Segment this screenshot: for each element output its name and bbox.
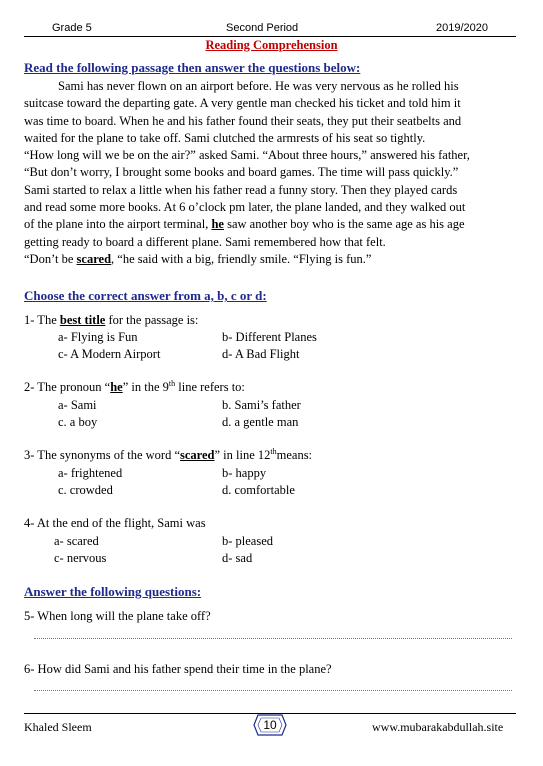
q4-option-d[interactable]: d- sad	[222, 551, 253, 565]
question-4: 4- At the end of the flight, Sami was	[24, 516, 206, 530]
highlighted-he: he	[211, 217, 224, 232]
question-5: 5- When long will the plane take off?	[24, 609, 211, 623]
passage-line: was time to board. When he and his father found their seats, they put their seatbelts and	[24, 113, 462, 128]
q1-option-c[interactable]: c- A Modern Airport	[58, 347, 161, 361]
mcq-instruction: Choose the correct answer from a, b, c or d:	[24, 288, 267, 303]
passage-text: , “he said with a big, friendly smile. “Flying is fun.”	[111, 251, 372, 266]
passage-line: suitcase toward the departing gate. A very gentle man checked his ticket and told him it	[24, 96, 461, 111]
passage-line: getting ready to board a different plane. Sami remembered how that felt.	[24, 234, 386, 249]
page-title: Reading Comprehension	[205, 38, 338, 52]
passage-text: “Don’t be	[24, 251, 77, 266]
q1-option-b[interactable]: b- Different Planes	[222, 330, 317, 344]
q2-text: ” in the 9	[122, 380, 169, 394]
q3-option-a[interactable]: a- frightened	[58, 466, 123, 480]
footer-site[interactable]: www.mubarakabdullah.site	[372, 720, 504, 734]
passage-line	[24, 216, 520, 233]
q4-option-a[interactable]: a- scared	[54, 534, 99, 548]
q2-option-a[interactable]: a- Sami	[58, 398, 97, 412]
q2-option-b[interactable]: b. Sami’s father	[222, 398, 301, 412]
passage-line: Sami started to relax a little when his father read a funny story. Then they played cards	[24, 182, 458, 197]
highlighted-scared: scared	[76, 251, 112, 266]
passage-instruction: Read the following passage then answer the questions below:	[24, 60, 361, 75]
q3-option-d[interactable]: d. comfortable	[222, 483, 295, 497]
q2-option-c[interactable]: c. a boy	[58, 415, 98, 429]
q2-text: 2- The pronoun “	[24, 380, 111, 394]
passage-line: waited for the plane to take off. Sami clutched the armrests of his seat so tightly.	[24, 130, 426, 145]
page-number-badge	[252, 713, 288, 737]
grade-label: Grade 5	[52, 22, 92, 34]
footer-author: Khaled Sleem	[24, 720, 92, 734]
passage-line: and read some more books. At 6 o’clock pm later, the plane landed, and they walked out	[24, 200, 466, 215]
answer-line-6[interactable]	[34, 690, 512, 691]
q1-text: 1- The	[24, 313, 60, 327]
period-label: Second Period	[226, 22, 299, 34]
question-1	[24, 313, 198, 328]
header-divider	[24, 36, 516, 37]
q3-text: means:	[276, 448, 313, 462]
passage-line	[24, 251, 520, 268]
passage-text: of the plane into the airport terminal,	[24, 217, 212, 232]
q2-sup: th	[168, 379, 176, 388]
page-number: 10	[263, 718, 277, 732]
passage-line: Sami has never flown on an airport before. He was very nervous as he rolled his	[58, 79, 459, 93]
q2-text: line refers to:	[175, 380, 245, 394]
question-2	[24, 380, 245, 395]
passage-line: “But don’t worry, I brought some books and board games. The time will pass quickly.”	[24, 165, 459, 180]
q2-option-d[interactable]: d. a gentle man	[222, 415, 299, 429]
passage-line: “How long will we be on the air?” asked Sami. “About three hours,” answered his father,	[24, 148, 470, 163]
q1-key: best title	[59, 313, 106, 327]
q4-option-b[interactable]: b- pleased	[222, 534, 274, 548]
open-instruction: Answer the following questions:	[24, 584, 202, 599]
q1-option-a[interactable]: a- Flying is Fun	[58, 330, 138, 344]
q4-option-c[interactable]: c- nervous	[54, 551, 107, 565]
q3-text: ” in line 12	[214, 448, 271, 462]
reading-passage	[24, 78, 520, 268]
q3-option-c[interactable]: c. crowded	[58, 483, 113, 497]
q1-text: for the passage is:	[105, 313, 199, 327]
question-6: 6- How did Sami and his father spend their time in the plane?	[24, 662, 332, 676]
year-label: 2019/2020	[436, 22, 488, 34]
q1-option-d[interactable]: d- A Bad Flight	[222, 347, 300, 361]
q3-sup: th	[270, 447, 277, 456]
q3-text: 3- The synonyms of the word “	[24, 448, 180, 462]
passage-text: saw another boy who is the same age as his age	[223, 217, 465, 232]
q3-key: scared	[180, 448, 215, 462]
question-3	[24, 448, 312, 463]
q3-option-b[interactable]: b- happy	[222, 466, 267, 480]
answer-line-5[interactable]	[34, 638, 512, 639]
q2-key: he	[110, 380, 123, 394]
